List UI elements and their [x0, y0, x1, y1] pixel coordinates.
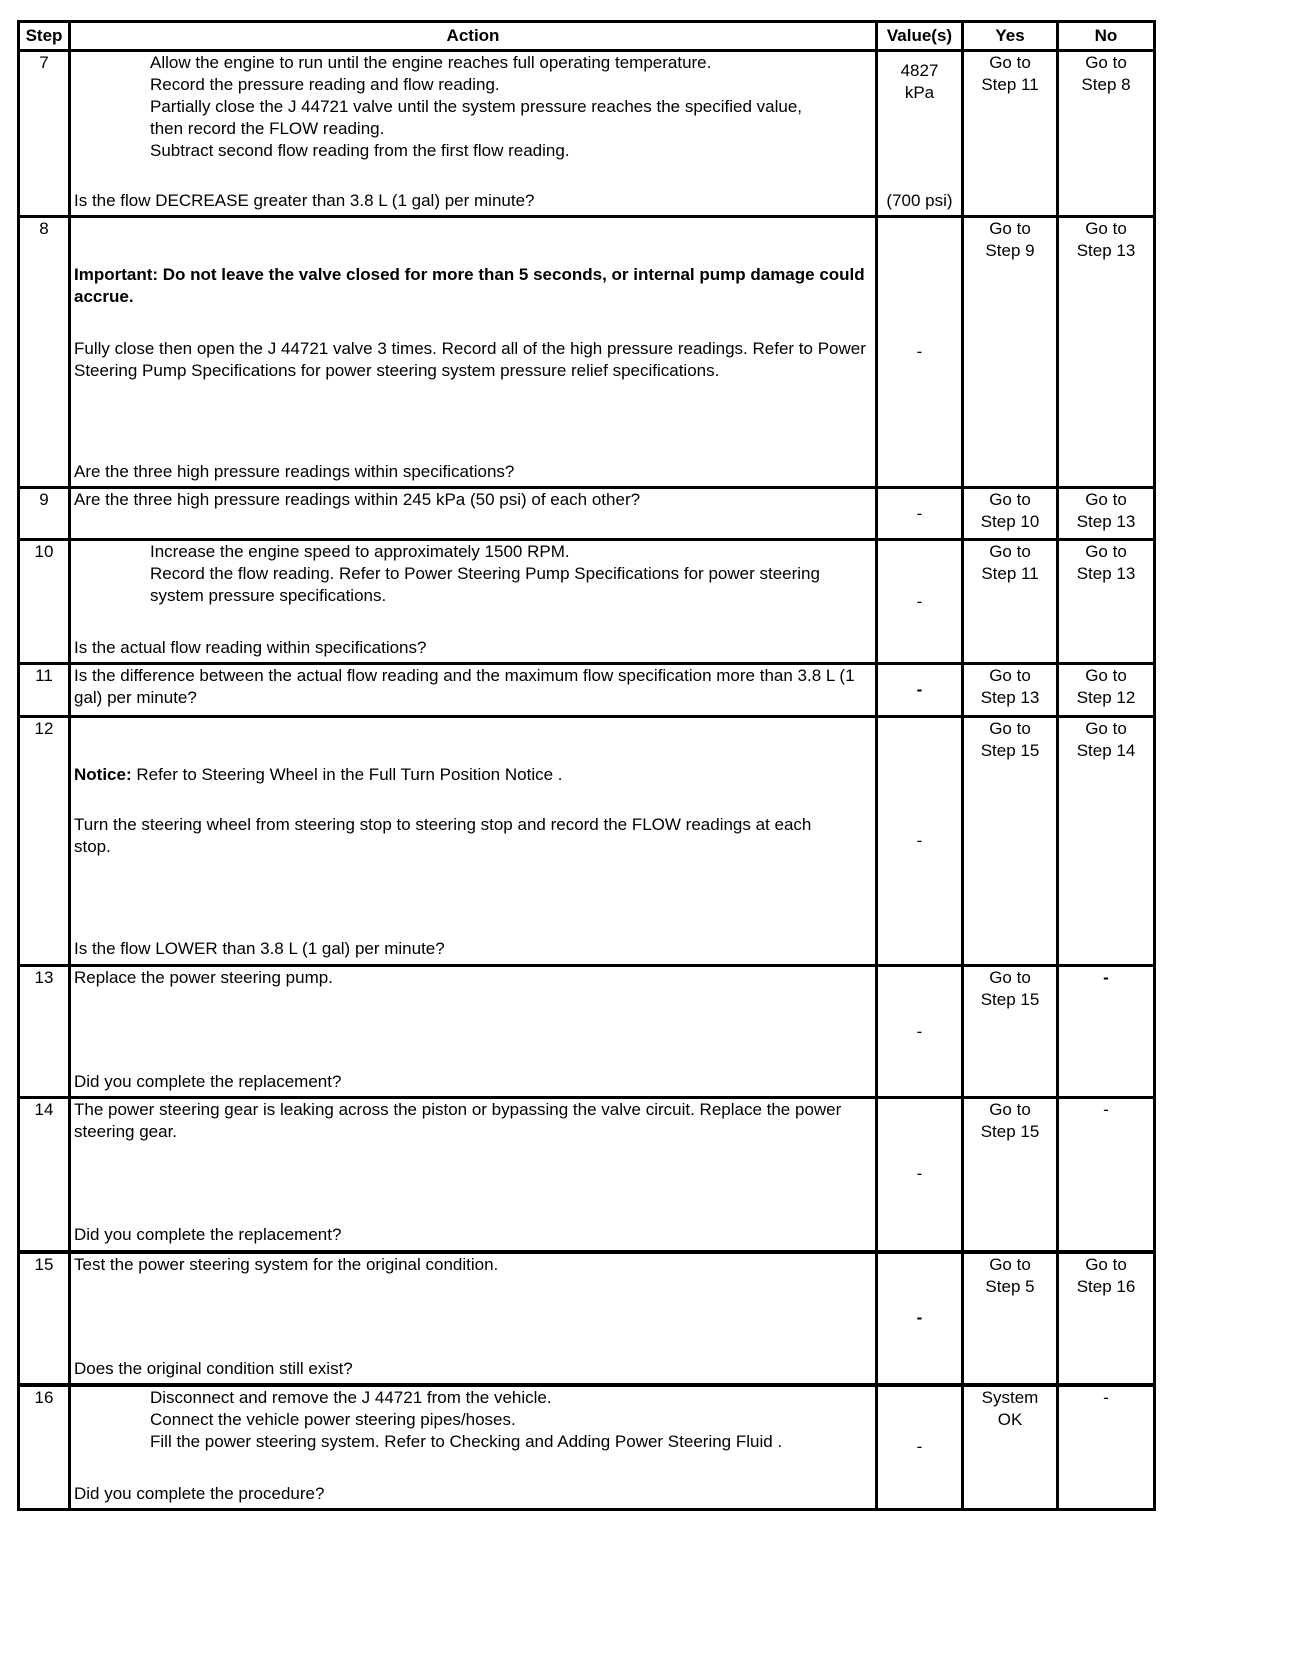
step-number: 10	[19, 540, 70, 664]
question-text: Is the difference between the actual flow reading and the maximum flow specification more than 3.8 L (1 gal) per minute?	[70, 664, 877, 717]
diagnostic-table	[17, 20, 1156, 1511]
table-row-step-7	[19, 51, 1155, 217]
action-text: Turn the steering wheel from steering stop to steering stop and record the FLOW readings at each stop.	[74, 815, 812, 856]
action-cell	[70, 1098, 877, 1252]
yes-cell[interactable]: Go to Step 15	[963, 966, 1058, 1098]
value-cell: -	[877, 664, 963, 717]
no-cell[interactable]: -	[1058, 966, 1155, 1098]
action-text: Increase the engine speed to approximately 1500 RPM. Record the flow reading. Refer to Power Steering Pump Specifications for power steering system pressure specifications.	[150, 542, 820, 605]
action-cell	[70, 966, 877, 1098]
question-text: Is the flow LOWER than 3.8 L (1 gal) per minute?	[74, 939, 445, 958]
no-cell[interactable]: -	[1058, 1385, 1155, 1510]
step-number: 12	[19, 717, 70, 966]
no-cell[interactable]: Go to Step 14	[1058, 717, 1155, 966]
table-row-step-8	[19, 217, 1155, 488]
action-text: Test the power steering system for the original condition.	[74, 1254, 499, 1274]
action-cell	[70, 51, 877, 217]
no-cell[interactable]: Go to Step 13	[1058, 217, 1155, 488]
table-row-step-9	[19, 488, 1155, 540]
header-values: Value(s)	[877, 22, 963, 51]
value-cell: -	[877, 540, 963, 664]
step-number: 11	[19, 664, 70, 717]
question-text: Did you complete the procedure?	[74, 1483, 325, 1503]
action-text: Fully close then open the J 44721 valve 3 times. Record all of the high pressure readings. Refer to Power Steering Pump Specifications for power steering system pressure relief specifications.	[74, 339, 866, 380]
value-cell: -	[877, 488, 963, 540]
step-number: 16	[19, 1385, 70, 1510]
action-text: The power steering gear is leaking across the piston or bypassing the valve circuit. Replace the power steering gear.	[74, 1100, 842, 1141]
value-cell: -	[877, 217, 963, 488]
action-cell	[70, 1385, 877, 1510]
step-number: 9	[19, 488, 70, 540]
header-yes: Yes	[963, 22, 1058, 51]
question-text: Did you complete the replacement?	[74, 1225, 342, 1244]
no-cell[interactable]: Go to Step 12	[1058, 664, 1155, 717]
yes-cell[interactable]: Go to Step 15	[963, 1098, 1058, 1252]
value-cell: 4827 kPa (700 psi)	[877, 51, 963, 217]
question-text: Are the three high pressure readings within 245 kPa (50 psi) of each other?	[70, 488, 877, 540]
notice-note: Notice: Refer to Steering Wheel in the Full Turn Position Notice .	[74, 765, 563, 784]
question-text: Are the three high pressure readings within specifications?	[74, 462, 515, 481]
yes-cell[interactable]: Go to Step 10	[963, 488, 1058, 540]
yes-cell[interactable]: Go to Step 13	[963, 664, 1058, 717]
step-number: 13	[19, 966, 70, 1098]
question-text: Does the original condition still exist?	[74, 1358, 353, 1378]
step-number: 7	[19, 51, 70, 217]
table-row-step-13	[19, 966, 1155, 1098]
step-number: 15	[19, 1252, 70, 1385]
action-cell	[70, 717, 877, 966]
yes-cell[interactable]: Go to Step 15	[963, 717, 1058, 966]
yes-cell[interactable]: Go to Step 11	[963, 540, 1058, 664]
header-no: No	[1058, 22, 1155, 51]
question-text: Did you complete the replacement?	[74, 1072, 342, 1091]
yes-cell[interactable]: Go to Step 9	[963, 217, 1058, 488]
value-cell: -	[877, 966, 963, 1098]
header-action: Action	[70, 22, 877, 51]
table-row-step-11	[19, 664, 1155, 717]
table-row-step-16	[19, 1385, 1155, 1510]
action-text: Replace the power steering pump.	[74, 968, 333, 987]
header-step: Step	[19, 22, 70, 51]
no-cell[interactable]: Go to Step 16	[1058, 1252, 1155, 1385]
value-cell: -	[877, 1252, 963, 1385]
yes-cell[interactable]: System OK	[963, 1385, 1058, 1510]
question-text: Is the actual flow reading within specifications?	[74, 638, 427, 657]
yes-cell[interactable]: Go to Step 5	[963, 1252, 1058, 1385]
table-row-step-14	[19, 1098, 1155, 1252]
action-text: Allow the engine to run until the engine reaches full operating temperature. Record the pressure reading and flow reading. Partially close the J 44721 valve until the system pressure reaches the specified value, then record the FLOW reading. Subtract second flow reading from the first flow reading.	[150, 53, 803, 160]
no-cell[interactable]: Go to Step 13	[1058, 488, 1155, 540]
yes-cell[interactable]: Go to Step 11	[963, 51, 1058, 217]
action-cell	[70, 1252, 877, 1385]
no-cell[interactable]: Go to Step 13	[1058, 540, 1155, 664]
action-text: Disconnect and remove the J 44721 from the vehicle. Connect the vehicle power steering pipes/hoses. Fill the power steering system. Refer to Checking and Adding Power Steering Fluid .	[150, 1387, 783, 1451]
question-text: Is the flow DECREASE greater than 3.8 L (1 gal) per minute?	[74, 191, 535, 210]
action-cell	[70, 540, 877, 664]
important-note: Important: Do not leave the valve closed for more than 5 seconds, or internal pump damage could accrue.	[74, 265, 865, 306]
no-cell[interactable]: Go to Step 8	[1058, 51, 1155, 217]
header-row	[19, 22, 1155, 51]
table-row-step-15	[19, 1252, 1155, 1385]
step-number: 14	[19, 1098, 70, 1252]
table-row-step-12	[19, 717, 1155, 966]
step-number: 8	[19, 217, 70, 488]
action-cell	[70, 217, 877, 488]
table-row-step-10	[19, 540, 1155, 664]
no-cell[interactable]: -	[1058, 1098, 1155, 1252]
value-cell: -	[877, 1385, 963, 1510]
value-cell: -	[877, 717, 963, 966]
value-cell: -	[877, 1098, 963, 1252]
